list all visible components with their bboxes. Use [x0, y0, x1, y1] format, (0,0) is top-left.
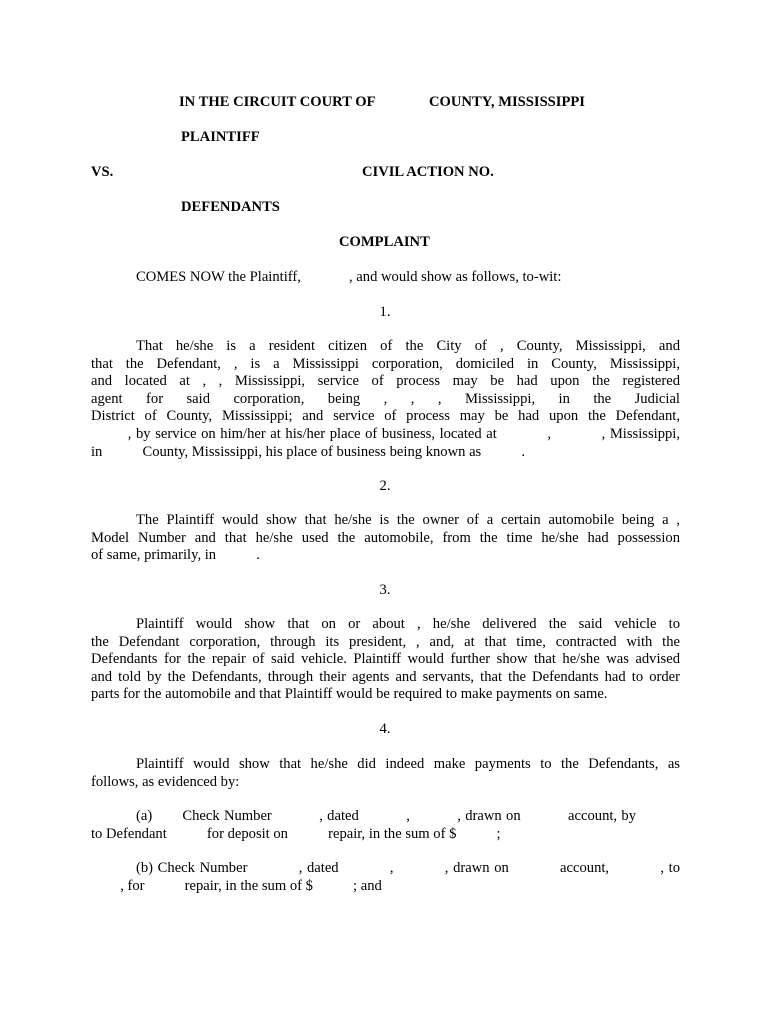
section-3-line: the Defendant corporation, through its president, , and, at that time, contracted with the — [91, 633, 680, 650]
intro-part1: COMES NOW the Plaintiff, — [136, 269, 301, 285]
section-number-1: 1. — [379, 304, 391, 320]
vs-label: VS. — [91, 164, 114, 180]
section-3-line: and told by the Defendants, through their agents and servants, that the Defendants had to order — [91, 668, 680, 685]
court-suffix: COUNTY, MISSISSIPPI — [429, 94, 585, 110]
court-prefix: IN THE CIRCUIT COURT OF — [179, 94, 376, 110]
section-3-line: Defendants for the repair of said vehicle. Plaintiff would further show that he/she was advised — [91, 651, 680, 668]
plaintiff-label: PLAINTIFF — [181, 129, 260, 145]
section-1-line: and located at , , Mississippi, service of process may be had upon the registered — [91, 373, 680, 390]
section-2-line: The Plaintiff would show that he/she is the owner of a certain automobile being a , — [136, 512, 680, 528]
check-item-a-line2: to Defendant for deposit on repair, in the sum of $ ; — [91, 825, 501, 842]
section-3-line: parts for the automobile and that Plaintiff would be required to make payments on same. — [91, 686, 608, 703]
check-item-b — [91, 860, 680, 895]
intro-part2: , and would show as follows, to-wit: — [349, 269, 562, 285]
section-4-body — [91, 756, 680, 791]
section-1-line: That he/she is a resident citizen of the City of , County, Mississippi, and — [136, 338, 680, 354]
section-2-line: Model Number and that he/she used the automobile, from the time he/she had possession — [91, 529, 680, 546]
defendants-label: DEFENDANTS — [181, 199, 280, 215]
section-1-line: that the Defendant, , is a Mississippi corporation, domiciled in County, Mississippi, — [91, 355, 680, 372]
document-title: COMPLAINT — [339, 234, 430, 250]
section-1-line: District of County, Mississippi; and service of process may be had upon the Defendant, — [91, 408, 680, 425]
section-number-2: 2. — [379, 478, 391, 494]
section-4-line: follows, as evidenced by: — [91, 773, 240, 790]
section-2-body — [91, 512, 680, 565]
check-item-a-line1: (a) Check Number , dated , , drawn on account, by — [136, 808, 636, 824]
check-item-a — [91, 808, 680, 843]
section-number-4: 4. — [379, 721, 391, 737]
section-4-line: Plaintiff would show that he/she did indeed make payments to the Defendants, as — [136, 756, 680, 772]
section-3-body — [91, 616, 680, 704]
section-1-line: in County, Mississippi, his place of business being known as . — [91, 443, 526, 460]
check-item-b-line2: , for repair, in the sum of $ ; and — [91, 877, 382, 894]
section-1-line: , by service on him/her at his/her place of business, located at , , Mississippi, — [91, 425, 680, 442]
civil-action-label: CIVIL ACTION NO. — [362, 164, 494, 180]
section-3-line: Plaintiff would show that on or about , he/she delivered the said vehicle to — [136, 616, 680, 632]
section-1-body — [91, 338, 680, 461]
section-2-line: of same, primarily, in . — [91, 547, 260, 564]
check-item-b-line1: (b) Check Number , dated , , drawn on account, , to — [136, 860, 680, 876]
section-1-line: agent for said corporation, being , , , Mississippi, in the Judicial — [91, 390, 680, 407]
section-number-3: 3. — [379, 582, 391, 598]
